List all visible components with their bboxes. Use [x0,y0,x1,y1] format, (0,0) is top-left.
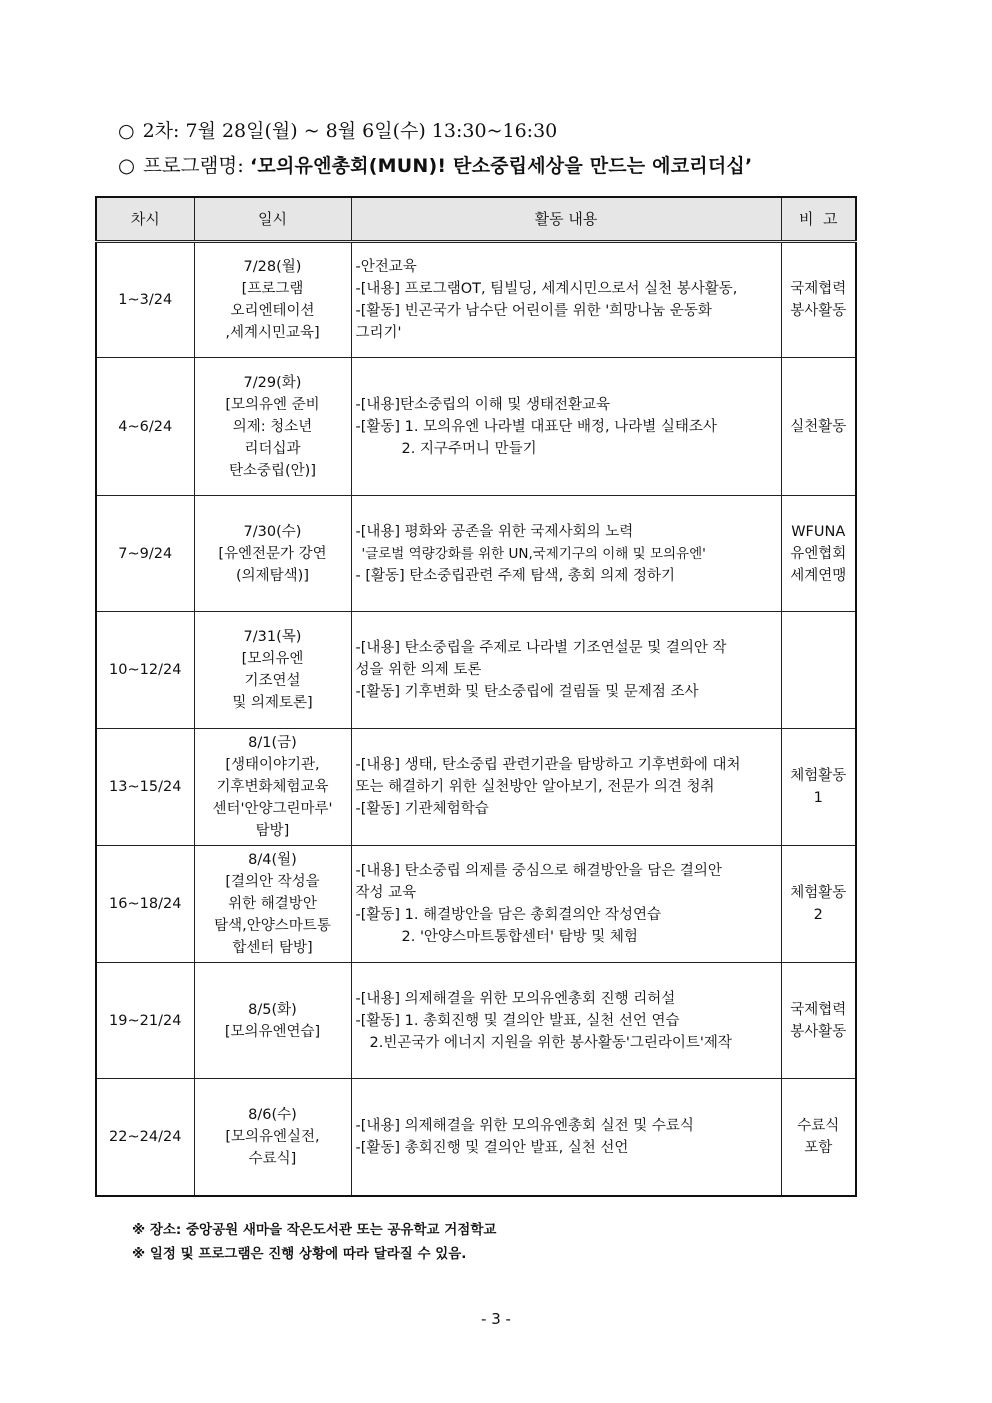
date-cell [194,1079,351,1196]
content-line: -[활동] 1. 해결방안을 담은 총회결의안 작성연습 [355,907,662,923]
note-line: 유엔협회 [790,545,847,562]
content-line: 또는 해결하기 위한 실천방안 알아보기, 전문가 의견 청취 [355,779,715,795]
date-line: [결의안 작성을 [225,874,320,890]
date-line: 8/5(화) [248,1001,297,1018]
content-line: -[내용]탄소중립의 이해 및 생태전환교육 [355,396,610,413]
content-line: -[내용] 탄소중립을 주제로 나라별 기조연설문 및 결의안 작 [355,640,727,656]
content-line: 2. 지구주머니 만들기 [401,440,537,457]
note-line: 국제협력 [790,1001,847,1018]
header-session: 차시 [96,197,194,242]
round-schedule-line [118,116,557,143]
date-line: [모의유엔연습] [224,1023,321,1040]
date-line: 8/4(월) [248,852,297,868]
note-line: 체험활동 [790,885,847,901]
content-line: 성을 위한 의제 토론 [355,662,482,678]
content-cell [351,846,781,963]
note-line: 봉사활동 [790,303,847,319]
note-cell [781,846,856,963]
note-line: 봉사활동 [790,1023,847,1040]
content-line: -[활동] 빈곤국가 남수단 어린이를 위한 '희망나눔 운동화 [355,303,712,319]
date-line: 오리엔테이션 [230,303,315,319]
session-cell: 1~3/24 [96,242,194,358]
date-line: 7/30(수) [243,523,302,540]
content-cell [351,1079,781,1196]
date-cell [194,846,351,963]
date-line: 8/6(수) [248,1106,297,1123]
table-row [96,358,856,496]
content-line: 2. '안양스마트통합센터' 탐방 및 체험 [401,929,638,945]
content-line: -[활동] 기관체험학습 [355,801,489,817]
content-cell [351,358,781,496]
note-line: 2 [813,907,823,923]
circle-bullet-icon: ○ [118,154,136,177]
table-row [96,1079,856,1196]
session-cell: 7~9/24 [96,496,194,612]
session-cell: 13~15/24 [96,729,194,846]
date-line: 수료식] [248,1150,297,1167]
session-cell: 22~24/24 [96,1079,194,1196]
date-line: 8/1(금) [248,735,297,751]
date-cell [194,963,351,1079]
content-line: -[내용] 프로그램OT, 팀빌딩, 세계시민으로서 실천 봉사활동, [355,281,738,297]
content-cell [351,496,781,612]
note-cell [781,612,856,729]
content-line: 그리기' [355,325,402,341]
note-line: WFUNA [791,523,846,540]
content-line: 작성 교육 [355,885,417,901]
content-line: -[내용] 평화와 공존을 위한 국제사회의 노력 [355,523,634,540]
table-row [96,242,856,358]
footnote-schedule-change: ※ 일정 및 프로그램은 진행 상황에 따라 달라질 수 있음. [132,1246,467,1262]
content-cell [351,963,781,1079]
date-cell [194,242,351,358]
date-line: 합센터 탐방] [232,940,313,956]
note-cell [781,1079,856,1196]
date-line: (의제탐색)] [236,567,309,584]
date-line: 위한 해결방안 [228,896,317,912]
schedule-table [95,196,857,1197]
header-content: 활동 내용 [351,197,781,242]
program-name-line [118,150,752,178]
table-row [96,496,856,612]
content-cell [351,729,781,846]
date-line: 기후변화체험교육 [216,779,329,795]
content-line: -[활동] 총회진행 및 결의안 발표, 실천 선언 [355,1139,629,1156]
date-cell [194,729,351,846]
date-line: 7/28(월) [243,259,302,275]
content-line: '글로벌 역량강화를 위한 UN,국제기구의 이해 및 모의유엔' [361,545,706,562]
date-cell [194,612,351,729]
content-line: -안전교육 [355,259,417,275]
note-line: 국제협력 [790,281,847,297]
date-line: 7/29(화) [243,374,302,391]
session-cell: 19~21/24 [96,963,194,1079]
date-line: 센터'안양그린마루' [212,801,333,817]
content-line: 2.빈곤국가 에너지 지원을 위한 봉사활동'그린라이트'제작 [369,1034,732,1051]
date-line: 의제: 청소년 [232,418,313,435]
date-cell [194,358,351,496]
table-row [96,846,856,963]
date-line: ,세계시민교육] [225,325,320,341]
date-line: [모의유엔 [241,651,304,667]
date-line: [프로그램 [241,281,304,297]
program-label: 프로그램명: [143,154,250,177]
content-line: -[내용] 생태, 탄소중립 관련기관을 탐방하고 기후변화에 대처 [355,757,741,773]
session-cell: 16~18/24 [96,846,194,963]
session-cell: 10~12/24 [96,612,194,729]
date-line: 탐방] [255,823,290,839]
program-title: ‘모의유엔총회(MUN)! 탄소중립세상을 만드는 에코리더십’ [249,155,753,177]
table-row [96,729,856,846]
date-line: 기조연설 [244,673,301,689]
content-cell [351,612,781,729]
content-line: -[활동] 1. 총회진행 및 결의안 발표, 실천 선언 연습 [355,1012,680,1029]
header-note: 비 고 [781,197,856,242]
date-line: [유엔전문가 강연 [218,545,327,562]
page-number: - 3 - [481,1310,511,1328]
session-cell: 4~6/24 [96,358,194,496]
date-cell [194,496,351,612]
date-line: 탄소중립(안)] [228,462,316,479]
date-line: 7/31(목) [243,629,302,645]
note-line: 체험활동 [790,768,847,784]
date-line: 리더십과 [244,440,301,457]
note-cell [781,963,856,1079]
table-row [96,963,856,1079]
content-line: -[내용] 탄소중립 의제를 중심으로 해결방안을 담은 결의안 [355,863,722,879]
content-line: -[활동] 기후변화 및 탄소중립에 걸림돌 및 문제점 조사 [355,684,699,700]
date-line: 및 의제토론] [232,695,313,711]
note-line: 포함 [804,1139,833,1156]
content-cell [351,242,781,358]
table-header-row [96,197,856,242]
footnote-location: ※ 장소: 중앙공원 새마을 작은도서관 또는 공유학교 거점학교 [132,1222,497,1238]
note-line: 실천활동 [790,418,847,435]
table-row [96,612,856,729]
content-line: -[내용] 의제해결을 위한 모의유엔총회 실전 및 수료식 [355,1117,694,1134]
note-line: 세계연맹 [790,567,847,584]
content-line: -[내용] 의제해결을 위한 모의유엔총회 진행 리허설 [355,990,676,1007]
circle-bullet-icon: ○ [118,120,135,142]
date-line: [모의유엔실전, [225,1128,320,1145]
date-line: [생태이야기관, [225,757,320,773]
footnotes [132,1218,496,1266]
note-cell [781,358,856,496]
round-schedule-text: 2차: 7월 28일(월) ~ 8월 6일(수) 13:30~16:30 [142,120,558,142]
date-line: [모의유엔 준비 [225,396,320,413]
note-line: 수료식 [797,1117,840,1134]
header-date: 일시 [194,197,351,242]
date-line: 탐색,안양스마트통 [214,918,331,934]
content-line: -[활동] 1. 모의유엔 나라별 대표단 배정, 나라별 실태조사 [355,418,717,435]
note-cell [781,496,856,612]
content-line: - [활동] 탄소중립관련 주제 탐색, 총회 의제 정하기 [355,567,676,584]
note-cell [781,729,856,846]
note-line: 1 [813,790,823,806]
note-cell [781,242,856,358]
